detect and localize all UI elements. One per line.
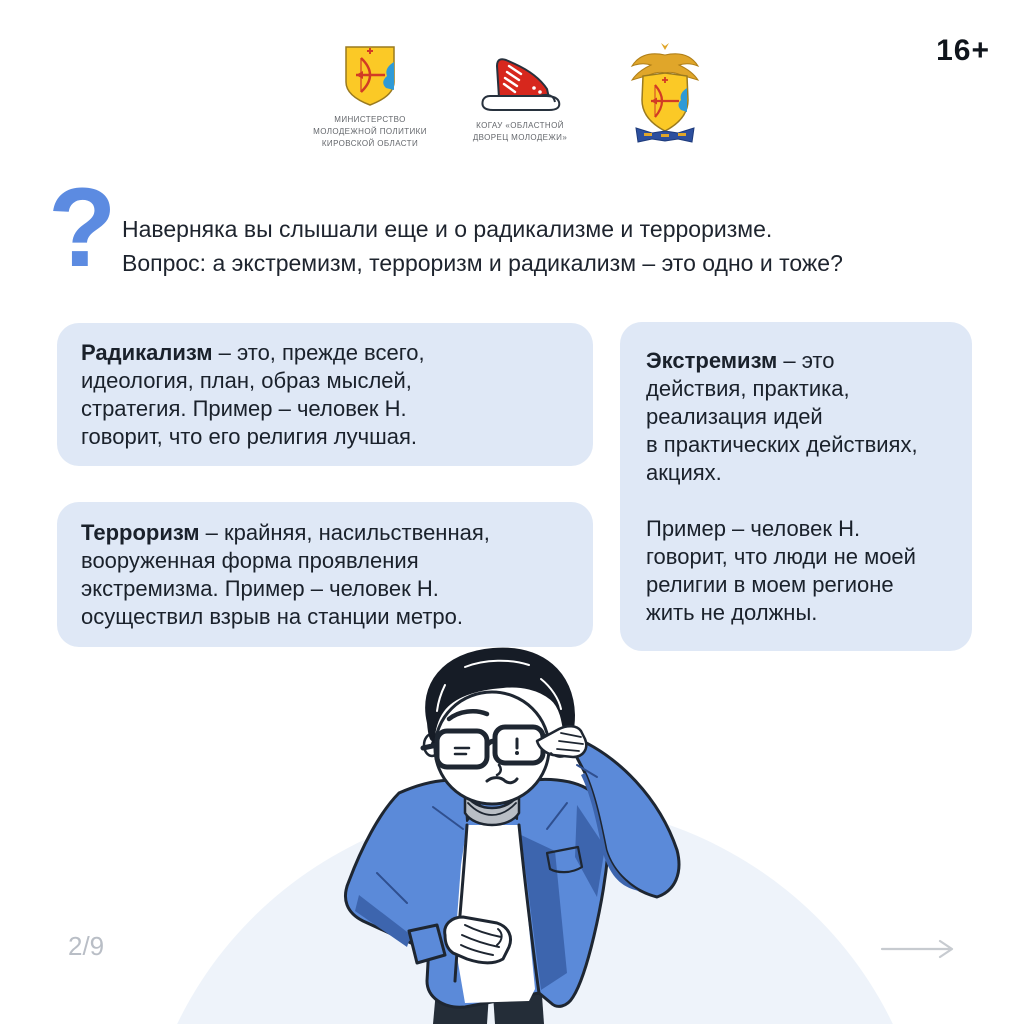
logo-youth-palace-caption: КОГАУ «ОБЛАСТНОЙ ДВОРЕЦ МОЛОДЕЖИ» (472, 121, 568, 142)
card-radicalism (57, 323, 593, 466)
card-body: вооруженная форма проявления экстремизма. Пример – человек Н. осуществил взрыв на станции метро. (81, 548, 463, 629)
kirov-coat-of-arms-icon (343, 44, 397, 108)
logo-youth-palace (445, 52, 595, 144)
question-mark-icon: ? (48, 165, 117, 290)
card-term: Терроризм (81, 520, 200, 545)
logo-ministry (285, 44, 455, 150)
logo-ministry-caption: МИНИСТЕРСТВО МОЛОДЕЖНОЙ ПОЛИТИКИ КИРОВСКОЙ ОБЛАСТИ (313, 115, 427, 148)
card-example: Пример – человек Н. говорит, что люди не моей религии в моем регионе жить не должны. (646, 516, 916, 625)
card-body: действия, практика, реализация идей в практических действиях, акциях. (646, 376, 918, 485)
mvd-eagle-emblem-icon (622, 40, 708, 152)
card-term: Радикализм (81, 340, 213, 365)
card-term-rest: – крайняя, насильственная, (199, 520, 490, 545)
card-terrorism (57, 502, 593, 647)
card-first-line (646, 347, 946, 375)
cuff (409, 925, 445, 963)
card-term-rest: – это, прежде всего, (212, 340, 425, 365)
card-term: Экстремизм (646, 348, 778, 373)
card-first-line (81, 519, 569, 547)
page-indicator: 2/9 (68, 931, 105, 961)
age-rating-badge: 16+ (936, 34, 990, 67)
next-arrow-icon[interactable] (880, 938, 960, 960)
question-text: Наверняка вы слышали еще и о радикализме и терроризме. Вопрос: а экстремизм, терроризм и радикализм – это одно и тоже? (122, 216, 843, 276)
red-sneaker-icon (477, 52, 563, 114)
card-extremism (620, 322, 972, 651)
card-first-line (81, 339, 569, 367)
card-term-rest: – это (777, 348, 835, 373)
man-adjusting-glasses-illustration (315, 645, 685, 1024)
logo-mvd (622, 40, 708, 152)
card-body: идеология, план, образ мыслей, стратегия. Пример – человек Н. говорит, что его религия лучшая. (81, 368, 418, 449)
